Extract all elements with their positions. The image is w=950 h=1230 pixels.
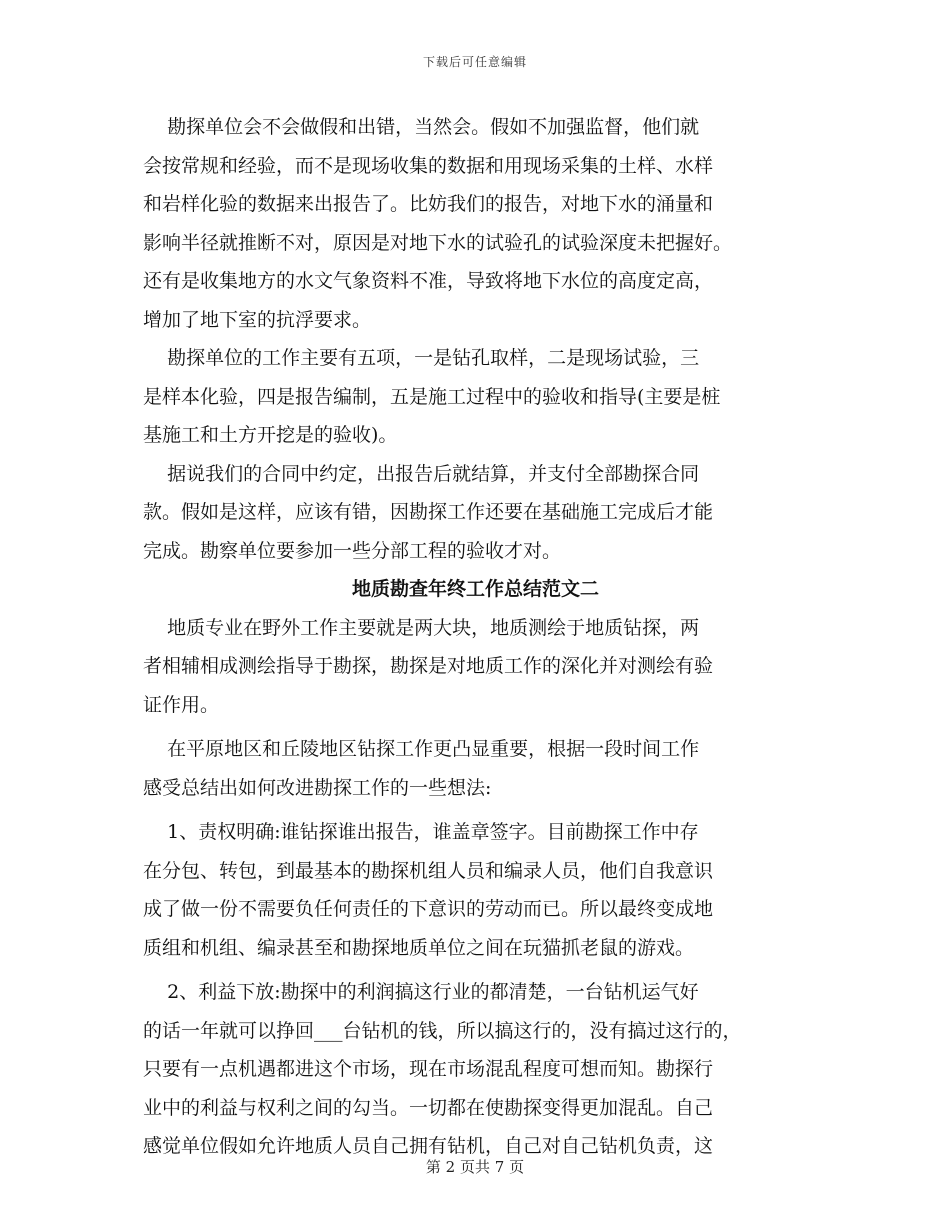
text-line: 据说我们的合同中约定，出报告后就结算，并支付全部勘探合同 xyxy=(143,462,700,485)
text-line: 在平原地区和丘陵地区钻探工作更凸显重要，根据一段时间工作 xyxy=(143,738,700,760)
header-note: 下载后可任意编辑 xyxy=(422,55,527,69)
text-line: 1、责权明确:谁钻探谁出报告，谁盖章签字。目前勘探工作中存 xyxy=(143,821,699,843)
paragraph-7 xyxy=(143,973,808,1166)
document-body xyxy=(143,108,808,1166)
text-line: 会按常规和经验，而不是现场收集的数据和用现场采集的土样、水样 xyxy=(143,154,714,177)
text-line: 证作用。 xyxy=(143,693,220,716)
text-line: 2、利益下放:勘探中的利润搞这行业的都清楚，一台钻机运气好 xyxy=(143,981,699,1003)
paragraph-3 xyxy=(143,455,808,571)
text-line: 感觉单位假如允许地质人员自己拥有钻机，自己对自己钻机负责，这 xyxy=(143,1135,714,1157)
paragraph-4 xyxy=(143,609,808,725)
text-line: 感受总结出如何改进勘探工作的一些想法: xyxy=(143,776,492,799)
text-line: 成了做一份不需要负任何责任的下意识的劳动而已。所以最终变成地 xyxy=(143,898,714,920)
section-heading: 地质勘查年终工作总结范文二 xyxy=(351,578,599,600)
text-line: 地质专业在野外工作主要就是两大块，地质测绘于地质钻探，两 xyxy=(143,616,700,639)
paragraph-6 xyxy=(143,813,808,967)
paragraph-5 xyxy=(143,730,808,807)
paragraph-1 xyxy=(143,108,808,339)
text-line: 完成。勘察单位要参加一些分部工程的验收才对。 xyxy=(143,539,562,562)
text-line: 基施工和土方开挖是的验收)。 xyxy=(143,424,398,446)
text-line: 的话一年就可以挣回___台钻机的钱，所以搞这行的，没有搞过这行的， xyxy=(143,1019,742,1042)
text-line: 增加了地下室的抗浮要求。 xyxy=(143,308,372,331)
text-line: 还有是收集地方的水文气象资料不准，导致将地下水位的高度定高， xyxy=(143,270,714,292)
text-line: 是样本化验，四是报告编制，五是施工过程中的验收和指导(主要是桩 xyxy=(143,385,721,408)
text-line: 只要有一点机遇都进这个市场，现在市场混乱程度可想而知。勘探行 xyxy=(143,1058,714,1080)
text-line: 在分包、转包，到最基本的勘探机组人员和编录人员，他们自我意识 xyxy=(143,859,714,882)
page-indicator: 第 2 页共 7 页 xyxy=(425,1158,525,1176)
text-line: 业中的利益与权利之间的勾当。一切都在使勘探变得更加混乱。自己 xyxy=(143,1096,714,1119)
text-line: 和岩样化验的数据来出报告了。比妨我们的报告，对地下水的涌量和 xyxy=(143,193,714,215)
text-line: 影响半径就推断不对，原因是对地下水的试验孔的试验深度未把握好。 xyxy=(143,231,733,254)
text-line: 款。假如是这样，应该有错，因勘探工作还要在基础施工完成后才能 xyxy=(143,501,714,523)
text-line: 质组和机组、编录甚至和勘探地质单位之间在玩猫抓老鼠的游戏。 xyxy=(143,936,695,959)
text-line: 者相辅相成测绘指导于勘探，勘探是对地质工作的深化并对测绘有验 xyxy=(143,655,714,677)
paragraph-2 xyxy=(143,339,808,455)
text-line: 勘探单位会不会做假和出错，当然会。假如不加强监督，他们就 xyxy=(143,116,700,138)
text-line: 勘探单位的工作主要有五项，一是钻孔取样，二是现场试验，三 xyxy=(143,347,700,369)
